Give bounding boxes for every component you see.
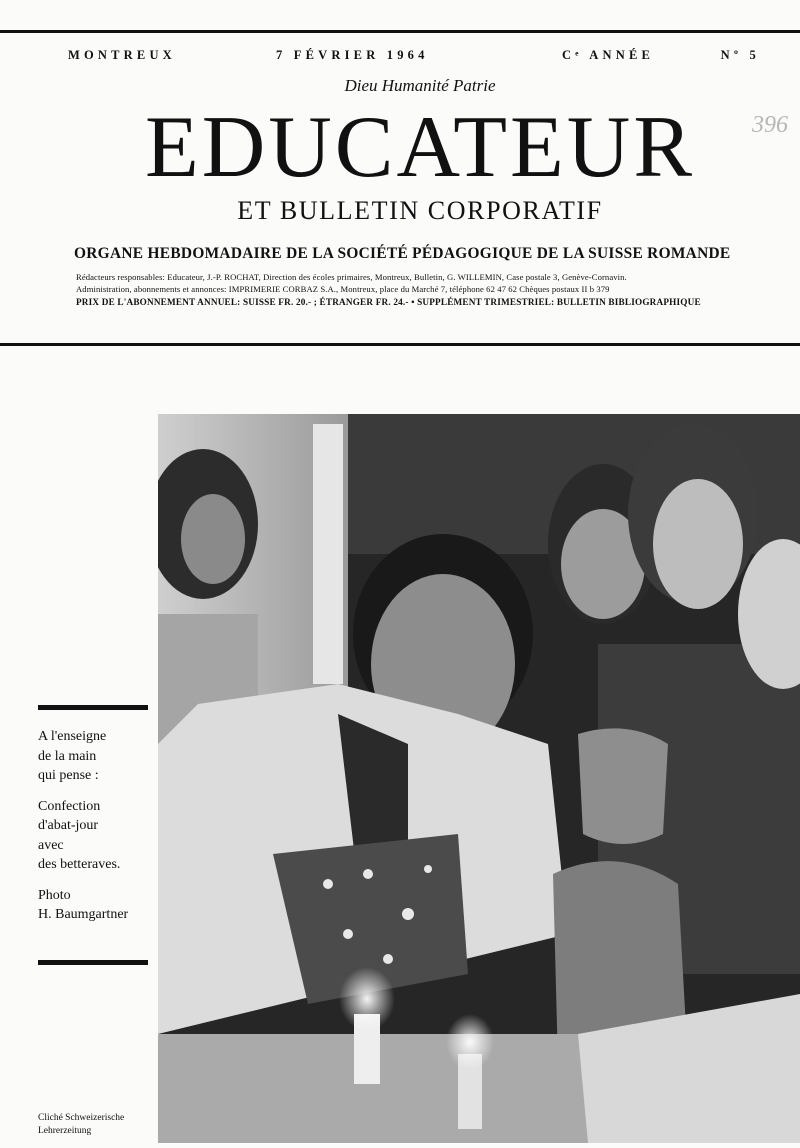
caption-description	[38, 797, 156, 875]
caption-line: avec	[38, 837, 64, 853]
dateline-city: MONTREUX	[68, 48, 176, 62]
motto: Dieu Humanité Patrie	[344, 76, 496, 95]
caption-line: Confection	[38, 798, 101, 814]
caption-top-bar	[38, 705, 148, 710]
photo-caption	[38, 727, 156, 936]
cliche-credit	[38, 1112, 153, 1138]
photograph-icon	[158, 414, 800, 1143]
caption-line: des betteraves.	[38, 857, 121, 872]
caption-line: d'abat-jour	[38, 818, 99, 833]
organ-line: ORGANE HEBDOMADAIRE DE LA SOCIÉTÉ PÉDAGOGIQUE DE LA SUISSE ROMANDE	[74, 245, 731, 262]
credit-line: Lehrerzeitung	[38, 1126, 92, 1136]
dateline	[68, 48, 760, 66]
caption-line: A l'enseigne	[38, 729, 107, 744]
caption-line: Photo	[38, 887, 71, 903]
price-line: PRIX DE L'ABONNEMENT ANNUEL: SUISSE FR. 20.- ; ÉTRANGER FR. 24.- • SUPPLÉMENT TRIMESTRIEL: BULLETIN BIBLIOGRAPHIQUE	[76, 297, 701, 307]
masthead-bottom-rule	[0, 343, 800, 346]
caption-heading	[38, 727, 156, 786]
handwritten-note: 396	[752, 112, 788, 138]
masthead-title: EDUCATEUR	[144, 99, 696, 196]
caption-photo-credit	[38, 886, 156, 925]
credit-line: Cliché Schweizerische	[38, 1113, 125, 1123]
editors-line: Rédacteurs responsables: Educateur, J.-P. ROCHAT, Direction des écoles primaires, Montreux, Bulletin, G. WILLEMIN, Case postale 3, Genève-Cornavin.	[76, 272, 627, 282]
caption-line: H. Baumgartner	[38, 907, 129, 922]
caption-line: de la main	[38, 748, 97, 764]
masthead-subtitle: ET BULLETIN CORPORATIF	[237, 196, 603, 225]
admin-line: Administration, abonnements et annonces: IMPRIMERIE CORBAZ S.A., Montreux, place du Marché 7, téléphone 62 47 62 Chèques postaux II b 379	[76, 284, 610, 294]
top-rule	[0, 30, 800, 33]
photograph	[158, 414, 800, 1143]
dateline-date: 7 FÉVRIER 1964	[276, 48, 429, 62]
caption-bottom-bar	[38, 960, 148, 965]
dateline-year: Cᵉ ANNÉE	[562, 48, 655, 62]
caption-line: qui pense :	[38, 768, 99, 783]
dateline-number: Nº 5	[720, 48, 760, 62]
